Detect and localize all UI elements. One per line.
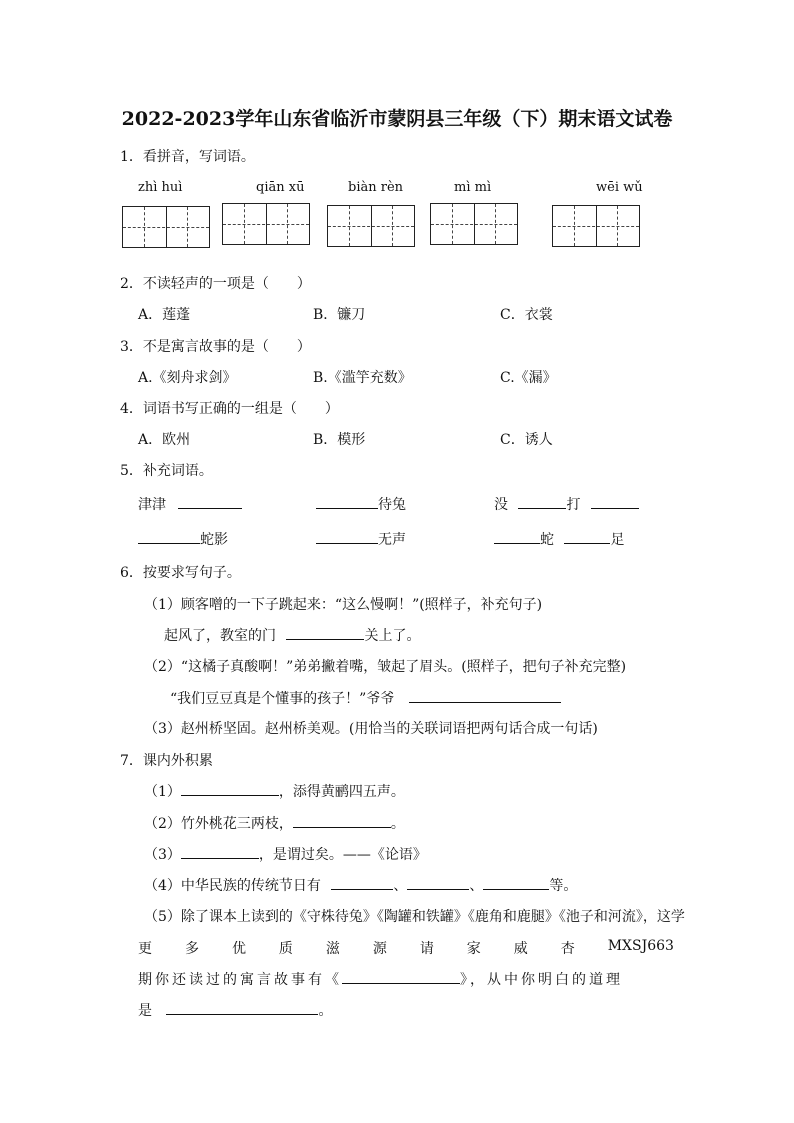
writing-grid-2[interactable] bbox=[222, 203, 310, 245]
q5-item-3 bbox=[494, 494, 639, 514]
q7-line-7 bbox=[138, 969, 623, 989]
spaced-char: 家 bbox=[466, 941, 481, 957]
q7-line-4-pre: （4）中华民族的传统节日有 bbox=[144, 878, 321, 894]
spaced-char: 多 bbox=[184, 941, 199, 957]
q5-item-6 bbox=[494, 529, 624, 549]
q5-blank-7[interactable] bbox=[494, 529, 540, 544]
q6-answer-2 bbox=[170, 688, 561, 708]
spaced-char: 杏 bbox=[560, 941, 575, 957]
q7-blank-3[interactable] bbox=[181, 844, 259, 859]
q3-option-a[interactable]: A.《刻舟求剑》 bbox=[138, 370, 237, 386]
question-1-label: 1．看拼音，写词语。 bbox=[120, 149, 255, 165]
q7-blank-2[interactable] bbox=[293, 813, 391, 828]
q7-line-3 bbox=[144, 844, 427, 864]
question-4-label: 4．词语书写正确的一组是（ ） bbox=[120, 401, 339, 417]
writing-grid-1[interactable] bbox=[122, 206, 210, 248]
q5-blank-1[interactable] bbox=[178, 494, 242, 509]
spaced-char: 请 bbox=[419, 941, 434, 957]
q6-sentence-2: （2）“这橘子真酸啊！”弟弟撇着嘴，皱起了眉头。(照样子，把句子补充完整) bbox=[144, 659, 627, 675]
q5-item-2 bbox=[316, 494, 406, 514]
q7-sep-2: 、 bbox=[469, 878, 484, 894]
q5-item-1 bbox=[138, 494, 242, 514]
q7-line-2 bbox=[144, 813, 405, 833]
q6-answer-1 bbox=[164, 625, 420, 645]
pinyin-4: mì mì bbox=[454, 180, 492, 195]
q7-blank-8[interactable] bbox=[166, 1000, 318, 1015]
q6-answer-2-pre: “我们豆豆真是个懂事的孩子！”爷爷 bbox=[170, 691, 395, 707]
q3-option-c[interactable]: C.《漏》 bbox=[500, 370, 557, 386]
question-6-label: 6．按要求写句子。 bbox=[120, 565, 241, 581]
q5-item-5-text: 无声 bbox=[378, 532, 406, 548]
q7-blank-5[interactable] bbox=[407, 875, 469, 890]
q7-blank-7[interactable] bbox=[342, 969, 460, 984]
q7-line-1-post: ，添得黄鹂四五声。 bbox=[278, 784, 405, 800]
q7-line-6 bbox=[138, 938, 674, 958]
q6-sentence-1: （1）顾客噌的一下子跳起来：“这么慢啊！”(照样子，补充句子) bbox=[144, 597, 543, 613]
q5-item-2-text: 待兔 bbox=[378, 497, 406, 513]
q3-option-b[interactable]: B.《滥竽充数》 bbox=[313, 370, 412, 386]
q4-option-a[interactable]: A．欧州 bbox=[138, 432, 191, 448]
spaced-char: 滋 bbox=[325, 941, 340, 957]
q5-item-4-text: 蛇影 bbox=[200, 532, 228, 548]
q7-line-8 bbox=[138, 1000, 332, 1020]
q7-line-8-pre: 是 bbox=[138, 1003, 152, 1019]
q7-line-1-pre: （1） bbox=[144, 784, 181, 800]
q7-line-4-post: 等。 bbox=[549, 878, 578, 894]
q5-item-6-mid: 蛇 bbox=[540, 532, 554, 548]
pinyin-3: biàn rèn bbox=[348, 180, 404, 195]
q6-blank-1[interactable] bbox=[286, 625, 364, 640]
spaced-char: 威 bbox=[513, 941, 528, 957]
q2-option-c[interactable]: C．衣裳 bbox=[500, 307, 553, 323]
q6-blank-2[interactable] bbox=[409, 688, 561, 703]
q5-item-3-mid: 打 bbox=[566, 497, 581, 513]
spaced-char: 更 bbox=[138, 941, 152, 957]
q5-item-1-text: 津津 bbox=[138, 497, 166, 513]
q5-blank-3[interactable] bbox=[518, 494, 566, 509]
q7-sep-1: 、 bbox=[393, 878, 408, 894]
q2-option-a[interactable]: A．莲蓬 bbox=[138, 307, 191, 323]
q5-blank-8[interactable] bbox=[564, 529, 610, 544]
q7-blank-1[interactable] bbox=[181, 781, 279, 796]
q6-sentence-3: （3）赵州桥坚固。赵州桥美观。(用恰当的关联词语把两句话合成一句话) bbox=[144, 721, 598, 737]
q5-item-3-pre: 没 bbox=[494, 497, 508, 513]
writing-grid-3[interactable] bbox=[327, 205, 415, 247]
q4-option-b[interactable]: B．模形 bbox=[313, 432, 366, 448]
q7-line-3-pre: （3） bbox=[144, 847, 181, 863]
q7-blank-6[interactable] bbox=[483, 875, 549, 890]
question-3-label: 3．不是寓言故事的是（ ） bbox=[120, 339, 311, 355]
question-2-label: 2．不读轻声的一项是（ ） bbox=[120, 276, 311, 292]
pinyin-1: zhì huì bbox=[138, 180, 183, 195]
writing-grid-4[interactable] bbox=[430, 203, 518, 245]
pinyin-2: qiān xū bbox=[256, 180, 305, 195]
page-title: 2022-2023学年山东省临沂市蒙阴县三年级（下）期末语文试卷 bbox=[121, 108, 673, 130]
spaced-char: 源 bbox=[372, 941, 387, 957]
q7-line-7-pre: 期你还读过的寓言故事有《 bbox=[138, 972, 342, 988]
q7-line-7-mid: 》，从中你明白的道理 bbox=[460, 972, 623, 988]
pinyin-5: wēi wǔ bbox=[596, 180, 643, 195]
question-7-label: 7．课内外积累 bbox=[120, 753, 213, 769]
q4-option-c[interactable]: C．诱人 bbox=[500, 432, 553, 448]
watermark-code: MXSJ663 bbox=[607, 938, 674, 954]
question-5-label: 5．补充词语。 bbox=[120, 463, 213, 479]
q7-line-3-post: ，是谓过矣。——《论语》 bbox=[258, 847, 427, 863]
q5-blank-2[interactable] bbox=[316, 494, 378, 509]
writing-grid-5[interactable] bbox=[552, 205, 640, 247]
q7-line-4 bbox=[144, 875, 577, 895]
q7-line-2-pre: （2）竹外桃花三两枝， bbox=[144, 816, 293, 832]
q2-option-b[interactable]: B．镰刀 bbox=[313, 307, 366, 323]
q5-blank-4[interactable] bbox=[591, 494, 639, 509]
q7-line-1 bbox=[144, 781, 405, 801]
spaced-char: 质 bbox=[278, 941, 293, 957]
q7-line-8-post: 。 bbox=[318, 1003, 333, 1019]
q7-line-2-post: 。 bbox=[390, 816, 405, 832]
q7-blank-4[interactable] bbox=[331, 875, 393, 890]
q5-item-6-post: 足 bbox=[610, 532, 625, 548]
q6-answer-1-pre: 起风了，教室的门 bbox=[164, 628, 276, 644]
spaced-char: 优 bbox=[231, 941, 246, 957]
q5-blank-5[interactable] bbox=[138, 529, 200, 544]
q5-item-5 bbox=[316, 529, 406, 549]
q7-line-5: （5）除了课本上读到的《守株待兔》《陶罐和铁罐》《鹿角和鹿腿》《池子和河流》，这学 bbox=[144, 909, 685, 925]
q5-item-4 bbox=[138, 529, 228, 549]
q6-answer-1-post: 关上了。 bbox=[364, 628, 421, 644]
q5-blank-6[interactable] bbox=[316, 529, 378, 544]
